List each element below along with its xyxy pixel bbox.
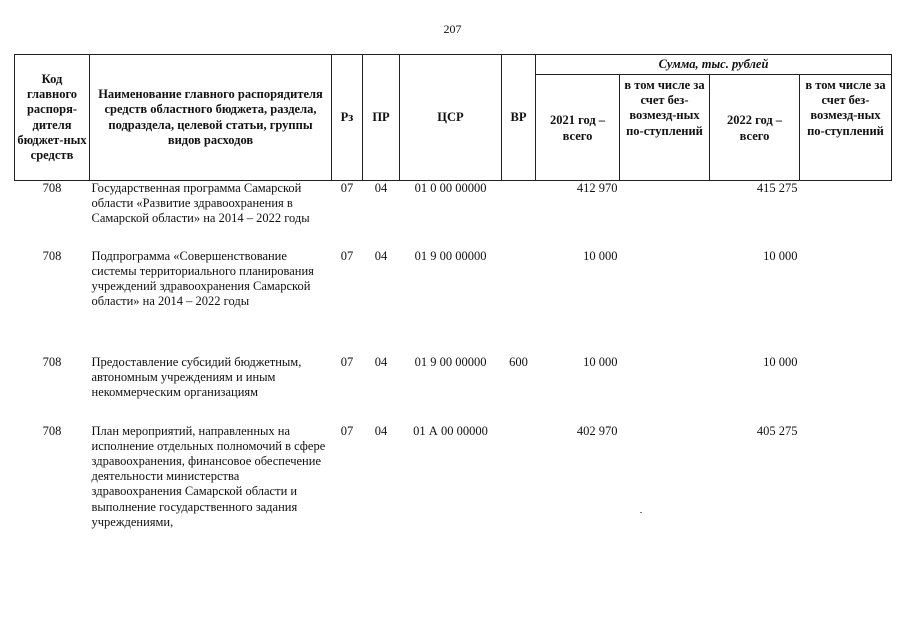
row-name: План мероприятий, направленных на исполнение отдельных полномочий в сфере здравоохранения, финансовое обеспечение деятельности министерства здравоохранения Самарской области и выполнение государственного задания учреждениями,	[91, 423, 326, 529]
row-2021-total: 10 000	[583, 354, 618, 369]
header-2022-total: 2022 год – всего	[710, 75, 800, 181]
row-pr: 04	[374, 354, 388, 369]
header-vr: ВР	[502, 55, 536, 181]
row-name: Государственная программа Самарской области «Развитие здравоохранения в Самарской области» на 2014 – 2022 годы	[91, 181, 310, 226]
row-2022-total: 415 275	[756, 181, 798, 195]
row-rz: 07	[340, 354, 354, 369]
row-vr: 600	[509, 354, 528, 369]
header-sum: Сумма, тыс. рублей	[536, 55, 892, 75]
row-pr: 04	[374, 181, 388, 195]
table-row	[15, 424, 892, 584]
header-2021-total: 2021 год – всего	[536, 75, 620, 181]
row-csr: 01 0 00 00000	[414, 181, 487, 195]
row-2022-total: 405 275	[756, 423, 798, 438]
row-2022-free	[800, 424, 892, 584]
table-row	[15, 181, 892, 249]
row-2022-free	[800, 181, 892, 249]
row-2021-free	[620, 355, 710, 424]
row-2021-free	[620, 181, 710, 249]
row-csr: 01 А 00 00000	[413, 423, 488, 438]
row-csr: 01 9 00 00000	[414, 248, 487, 263]
row-2022-total: 10 000	[763, 354, 798, 369]
row-name: Предоставление субсидий бюджетным, автономным учреждениям и иным некоммерческим организациям	[91, 354, 302, 399]
row-2021-total: 402 970	[576, 423, 618, 438]
page-number: 207	[443, 22, 462, 36]
row-2022-free	[800, 249, 892, 355]
row-csr: 01 9 00 00000	[414, 354, 487, 369]
row-code: 708	[42, 248, 62, 263]
row-code: 708	[42, 423, 62, 438]
header-2021-free: в том числе за счет без-возмезд-ных по-ступлений	[620, 75, 710, 181]
header-csr: ЦСР	[400, 55, 502, 181]
row-2021-total: 10 000	[583, 248, 618, 263]
row-2021-total: 412 970	[576, 181, 618, 195]
row-2021-free	[620, 249, 710, 355]
row-vr	[502, 181, 536, 249]
header-name: Наименование главного распорядителя средств областного бюджета, раздела, подраздела, целевой статьи, группы видов расходов	[90, 55, 332, 181]
row-rz: 07	[340, 423, 354, 438]
table-row	[15, 355, 892, 424]
row-rz: 07	[340, 248, 354, 263]
row-2022-free	[800, 355, 892, 424]
row-code: 708	[42, 354, 62, 369]
row-rz: 07	[340, 181, 354, 195]
row-pr: 04	[374, 248, 388, 263]
row-2022-total: 10 000	[763, 248, 798, 263]
row-2021-free	[620, 424, 710, 584]
row-vr	[502, 424, 536, 584]
header-pr: ПР	[363, 55, 400, 181]
row-code: 708	[42, 181, 62, 195]
scan-speck	[640, 512, 642, 513]
row-name: Подпрограмма «Совершенствование системы территориального планирования учреждений здравоохранения Самарской области» на 2014 – 2022 годы	[91, 248, 314, 309]
header-code: Код главного распоря-дителя бюджет-ных средств	[15, 55, 90, 181]
header-rz: Рз	[332, 55, 363, 181]
row-pr: 04	[374, 423, 388, 438]
header-2022-free: в том числе за счет без-возмезд-ных по-ступлений	[800, 75, 892, 181]
table-row	[15, 249, 892, 355]
row-vr	[502, 249, 536, 355]
budget-table	[14, 54, 892, 584]
